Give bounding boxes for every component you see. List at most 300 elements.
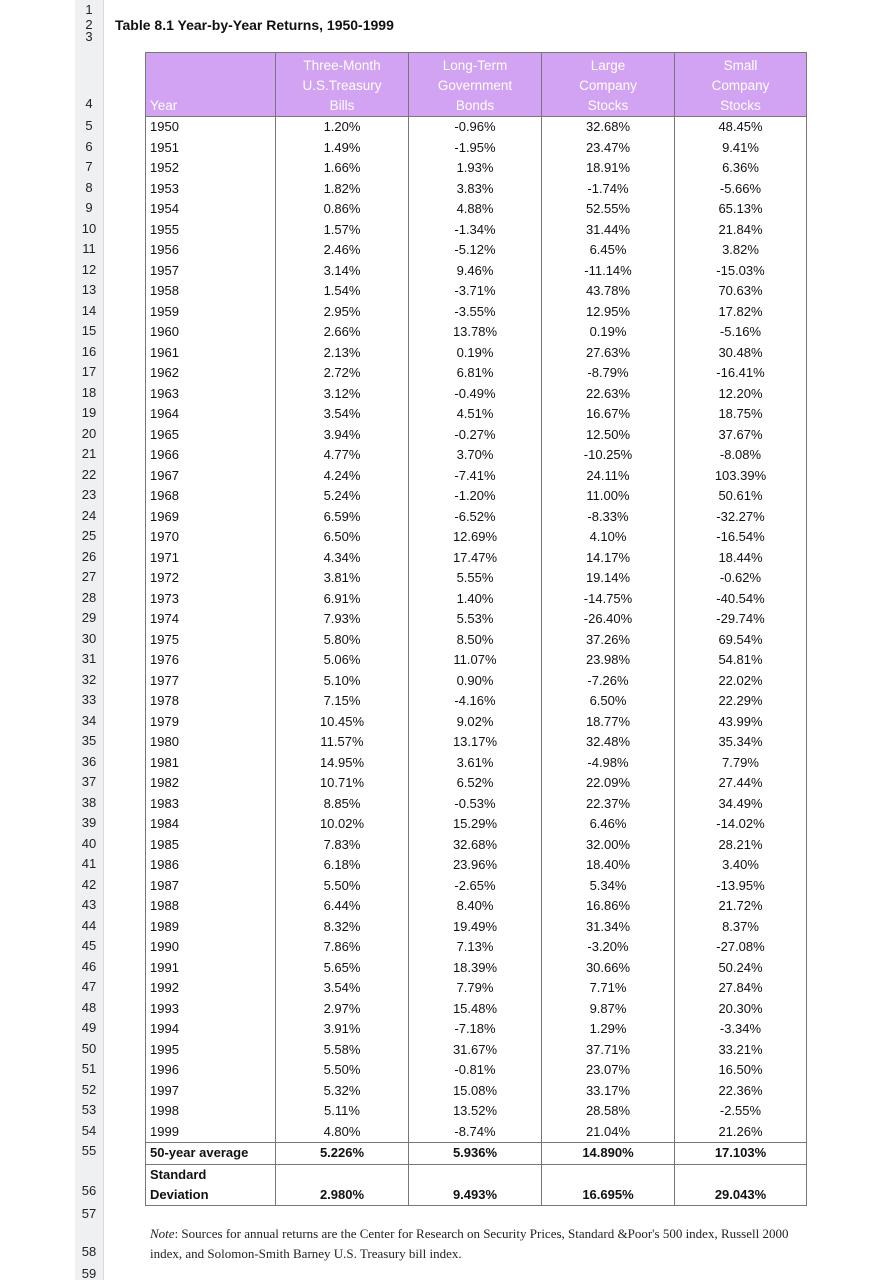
cell-tbills[interactable]: 11.57% [276,732,409,753]
cell-tbills[interactable]: 6.91% [276,589,409,610]
row-number[interactable]: 35 [81,733,97,748]
row-number[interactable]: 29 [81,610,97,625]
row-number[interactable]: 42 [81,876,97,892]
cell-tbills[interactable]: 0.86% [276,199,409,220]
row-number[interactable]: 4 [85,96,93,111]
cell-bonds[interactable]: 6.52% [409,773,542,794]
cell-large[interactable]: 6.50% [542,691,675,712]
cell-large[interactable]: 32.48% [542,732,675,753]
cell-bonds[interactable]: -7.41% [409,466,542,487]
cell-tbills[interactable]: 5.65% [276,958,409,979]
average-tbills[interactable]: 5.226% [276,1143,409,1165]
cell-tbills[interactable]: 1.82% [276,179,409,200]
cell-tbills[interactable]: 7.83% [276,835,409,856]
row-number[interactable]: 11 [82,241,96,256]
cell-small[interactable]: 21.26% [675,1122,807,1143]
cell-year[interactable]: 1991 [146,958,276,979]
row-number[interactable]: 12 [81,261,97,277]
cell-large[interactable]: 31.44% [542,220,675,241]
cell-bonds[interactable]: -3.55% [409,302,542,323]
cell-tbills[interactable]: 2.13% [276,343,409,364]
cell-tbills[interactable]: 3.94% [276,425,409,446]
cell-large[interactable]: -7.26% [542,671,675,692]
cell-bonds[interactable]: 4.51% [409,404,542,425]
cell-small[interactable]: 70.63% [675,281,807,302]
cell-bonds[interactable]: -1.20% [409,486,542,507]
cell-large[interactable]: 52.55% [542,199,675,220]
cell-bonds[interactable]: 15.48% [409,999,542,1020]
cell-year[interactable]: 1952 [146,158,276,179]
average-label[interactable]: 50-year average [146,1143,276,1165]
cell-small[interactable]: 3.40% [675,855,807,876]
cell-large[interactable]: 32.68% [542,117,675,138]
cell-bonds[interactable]: 32.68% [409,835,542,856]
cell-bonds[interactable]: 5.53% [409,609,542,630]
cell-large[interactable]: 7.71% [542,978,675,999]
cell-small[interactable]: 18.75% [675,404,807,425]
cell-tbills[interactable]: 7.86% [276,937,409,958]
row-number[interactable]: 43 [81,897,97,912]
cell-year[interactable]: 1989 [146,917,276,938]
cell-tbills[interactable]: 4.77% [276,445,409,466]
row-number[interactable]: 31 [81,651,97,666]
cell-tbills[interactable]: 10.45% [276,712,409,733]
cell-large[interactable]: 23.98% [542,650,675,671]
cell-bonds[interactable]: 0.19% [409,343,542,364]
cell-large[interactable]: 31.34% [542,917,675,938]
cell-large[interactable]: 32.00% [542,835,675,856]
cell-small[interactable]: 18.44% [675,548,807,569]
cell-tbills[interactable]: 4.24% [276,466,409,487]
cell-small[interactable]: 6.36% [675,158,807,179]
row-number[interactable]: 59 [81,1266,97,1281]
cell-small[interactable]: -0.62% [675,568,807,589]
cell-large[interactable]: 6.45% [542,240,675,261]
cell-bonds[interactable]: 13.78% [409,322,542,343]
cell-small[interactable]: 9.41% [675,138,807,159]
cell-large[interactable]: 22.37% [542,794,675,815]
cell-tbills[interactable]: 5.10% [276,671,409,692]
cell-bonds[interactable]: 11.07% [409,650,542,671]
cell-tbills[interactable]: 5.50% [276,876,409,897]
cell-year[interactable]: 1966 [146,445,276,466]
row-number[interactable]: 17 [81,364,97,379]
cell-bonds[interactable]: 1.40% [409,589,542,610]
cell-tbills[interactable]: 6.18% [276,855,409,876]
cell-small[interactable]: -29.74% [675,609,807,630]
cell-year[interactable]: 1984 [146,814,276,835]
cell-year[interactable]: 1972 [146,568,276,589]
cell-small[interactable]: 50.24% [675,958,807,979]
cell-large[interactable]: 22.63% [542,384,675,405]
cell-bonds[interactable]: 13.17% [409,732,542,753]
cell-bonds[interactable]: 3.61% [409,753,542,774]
cell-large[interactable]: 37.26% [542,630,675,651]
row-number[interactable]: 44 [81,917,97,933]
cell-year[interactable]: 1986 [146,855,276,876]
cell-small[interactable]: -5.16% [675,322,807,343]
cell-year[interactable]: 1964 [146,404,276,425]
row-number[interactable]: 32 [81,671,97,687]
cell-year[interactable]: 1976 [146,650,276,671]
cell-tbills[interactable]: 3.12% [276,384,409,405]
stdev-large[interactable]: 16.695% [542,1164,675,1205]
cell-year[interactable]: 1981 [146,753,276,774]
row-number[interactable]: 51 [81,1061,97,1076]
cell-small[interactable]: -2.55% [675,1101,807,1122]
row-number[interactable]: 20 [81,425,97,441]
cell-large[interactable]: 9.87% [542,999,675,1020]
cell-year[interactable]: 1965 [146,425,276,446]
cell-bonds[interactable]: 19.49% [409,917,542,938]
cell-small[interactable]: -16.54% [675,527,807,548]
cell-small[interactable]: 34.49% [675,794,807,815]
cell-bonds[interactable]: -0.81% [409,1060,542,1081]
cell-large[interactable]: 43.78% [542,281,675,302]
cell-bonds[interactable]: 6.81% [409,363,542,384]
row-number[interactable]: 24 [81,507,97,523]
cell-large[interactable]: 1.29% [542,1019,675,1040]
cell-bonds[interactable]: 3.70% [409,445,542,466]
cell-large[interactable]: 18.91% [542,158,675,179]
cell-year[interactable]: 1979 [146,712,276,733]
cell-bonds[interactable]: -2.65% [409,876,542,897]
row-number[interactable]: 10 [81,220,97,236]
row-number[interactable]: 5 [85,118,93,133]
row-number[interactable]: 58 [81,1244,97,1259]
cell-year[interactable]: 1971 [146,548,276,569]
row-number[interactable]: 48 [81,999,97,1015]
row-number[interactable]: 1 [85,2,93,17]
cell-small[interactable]: -27.08% [675,937,807,958]
row-number[interactable]: 28 [81,589,97,605]
cell-large[interactable]: 23.07% [542,1060,675,1081]
cell-small[interactable]: 50.61% [675,486,807,507]
row-number[interactable]: 45 [81,938,97,953]
row-number[interactable]: 55 [81,1143,97,1158]
cell-large[interactable]: 22.09% [542,773,675,794]
cell-year[interactable]: 1993 [146,999,276,1020]
cell-small[interactable]: 16.50% [675,1060,807,1081]
cell-tbills[interactable]: 3.54% [276,404,409,425]
cell-year[interactable]: 1978 [146,691,276,712]
cell-large[interactable]: 16.67% [542,404,675,425]
cell-year[interactable]: 1967 [146,466,276,487]
cell-bonds[interactable]: -1.95% [409,138,542,159]
cell-small[interactable]: 22.36% [675,1081,807,1102]
cell-bonds[interactable]: 0.90% [409,671,542,692]
row-number[interactable]: 57 [81,1206,97,1221]
cell-small[interactable]: 3.82% [675,240,807,261]
cell-tbills[interactable]: 4.34% [276,548,409,569]
cell-bonds[interactable]: -7.18% [409,1019,542,1040]
cell-tbills[interactable]: 1.49% [276,138,409,159]
cell-small[interactable]: 22.29% [675,691,807,712]
cell-small[interactable]: -16.41% [675,363,807,384]
cell-tbills[interactable]: 1.20% [276,117,409,138]
cell-large[interactable]: 24.11% [542,466,675,487]
cell-year[interactable]: 1980 [146,732,276,753]
cell-small[interactable]: -8.08% [675,445,807,466]
cell-large[interactable]: 19.14% [542,568,675,589]
cell-tbills[interactable]: 3.54% [276,978,409,999]
cell-tbills[interactable]: 2.66% [276,322,409,343]
row-number[interactable]: 9 [85,200,93,215]
cell-year[interactable]: 1970 [146,527,276,548]
row-number[interactable]: 37 [81,774,97,789]
cell-bonds[interactable]: -0.49% [409,384,542,405]
row-number[interactable]: 27 [81,569,97,584]
cell-large[interactable]: 27.63% [542,343,675,364]
cell-small[interactable]: 22.02% [675,671,807,692]
row-number[interactable]: 52 [81,1081,97,1097]
cell-large[interactable]: -1.74% [542,179,675,200]
cell-bonds[interactable]: -6.52% [409,507,542,528]
row-number[interactable]: 39 [81,815,97,830]
row-number[interactable]: 15 [81,323,97,338]
cell-year[interactable]: 1988 [146,896,276,917]
cell-large[interactable]: -8.33% [542,507,675,528]
cell-large[interactable]: 6.46% [542,814,675,835]
cell-year[interactable]: 1957 [146,261,276,282]
row-number[interactable]: 18 [81,384,97,400]
cell-bonds[interactable]: -0.53% [409,794,542,815]
cell-year[interactable]: 1983 [146,794,276,815]
row-number[interactable]: 22 [81,466,97,482]
cell-bonds[interactable]: 9.02% [409,712,542,733]
cell-bonds[interactable]: 8.50% [409,630,542,651]
header-large-stocks[interactable]: Large Company Stocks [542,53,675,117]
row-number[interactable]: 8 [85,179,93,195]
row-number[interactable]: 19 [81,405,97,420]
stdev-tbills[interactable]: 2.980% [276,1164,409,1205]
cell-small[interactable]: 43.99% [675,712,807,733]
row-number[interactable]: 38 [81,794,97,810]
row-number[interactable]: 23 [81,487,97,502]
cell-year[interactable]: 1951 [146,138,276,159]
cell-tbills[interactable]: 7.15% [276,691,409,712]
cell-small[interactable]: 7.79% [675,753,807,774]
cell-bonds[interactable]: 4.88% [409,199,542,220]
cell-large[interactable]: 18.40% [542,855,675,876]
cell-tbills[interactable]: 8.85% [276,794,409,815]
row-number[interactable]: 30 [81,630,97,646]
cell-year[interactable]: 1990 [146,937,276,958]
cell-large[interactable]: 12.95% [542,302,675,323]
cell-year[interactable]: 1961 [146,343,276,364]
average-small[interactable]: 17.103% [675,1143,807,1165]
cell-bonds[interactable]: 23.96% [409,855,542,876]
cell-bonds[interactable]: 18.39% [409,958,542,979]
cell-tbills[interactable]: 1.66% [276,158,409,179]
cell-bonds[interactable]: 5.55% [409,568,542,589]
header-bonds[interactable]: Long-Term Government Bonds [409,53,542,117]
cell-bonds[interactable]: 7.79% [409,978,542,999]
cell-small[interactable]: 103.39% [675,466,807,487]
cell-tbills[interactable]: 4.80% [276,1122,409,1143]
cell-tbills[interactable]: 3.91% [276,1019,409,1040]
cell-tbills[interactable]: 5.58% [276,1040,409,1061]
cell-year[interactable]: 1992 [146,978,276,999]
cell-bonds[interactable]: 1.93% [409,158,542,179]
row-number[interactable]: 36 [81,753,97,769]
row-number[interactable]: 26 [81,548,97,564]
cell-small[interactable]: 37.67% [675,425,807,446]
cell-large[interactable]: 12.50% [542,425,675,446]
cell-large[interactable]: 11.00% [542,486,675,507]
cell-year[interactable]: 1955 [146,220,276,241]
cell-large[interactable]: -11.14% [542,261,675,282]
cell-year[interactable]: 1994 [146,1019,276,1040]
row-number[interactable]: 54 [81,1122,97,1138]
row-number[interactable]: 6 [85,138,93,154]
cell-year[interactable]: 1956 [146,240,276,261]
row-number[interactable]: 50 [81,1040,97,1056]
row-number[interactable]: 41 [81,856,97,871]
cell-tbills[interactable]: 5.11% [276,1101,409,1122]
cell-small[interactable]: 27.84% [675,978,807,999]
cell-bonds[interactable]: 7.13% [409,937,542,958]
cell-small[interactable]: 65.13% [675,199,807,220]
cell-small[interactable]: 8.37% [675,917,807,938]
cell-small[interactable]: 48.45% [675,117,807,138]
cell-year[interactable]: 1975 [146,630,276,651]
cell-small[interactable]: -32.27% [675,507,807,528]
cell-bonds[interactable]: 12.69% [409,527,542,548]
row-number[interactable]: 21 [81,446,97,461]
cell-year[interactable]: 1969 [146,507,276,528]
cell-year[interactable]: 1968 [146,486,276,507]
cell-bonds[interactable]: -5.12% [409,240,542,261]
cell-bonds[interactable]: 15.08% [409,1081,542,1102]
cell-tbills[interactable]: 2.46% [276,240,409,261]
cell-large[interactable]: -4.98% [542,753,675,774]
header-year[interactable]: Year [146,53,276,117]
cell-bonds[interactable]: 8.40% [409,896,542,917]
cell-large[interactable]: 30.66% [542,958,675,979]
cell-year[interactable]: 1950 [146,117,276,138]
row-number[interactable]: 3 [85,29,93,44]
cell-small[interactable]: -15.03% [675,261,807,282]
header-small-stocks[interactable]: Small Company Stocks [675,53,807,117]
cell-large[interactable]: 5.34% [542,876,675,897]
stdev-label[interactable]: Standard Deviation [146,1164,276,1205]
cell-year[interactable]: 1963 [146,384,276,405]
cell-tbills[interactable]: 2.95% [276,302,409,323]
cell-small[interactable]: 12.20% [675,384,807,405]
cell-small[interactable]: 69.54% [675,630,807,651]
average-bonds[interactable]: 5.936% [409,1143,542,1165]
cell-tbills[interactable]: 3.14% [276,261,409,282]
row-number[interactable]: 25 [81,528,97,543]
cell-small[interactable]: 21.84% [675,220,807,241]
cell-large[interactable]: 33.17% [542,1081,675,1102]
cell-large[interactable]: -26.40% [542,609,675,630]
cell-tbills[interactable]: 5.80% [276,630,409,651]
row-number[interactable]: 34 [81,712,97,728]
row-number[interactable]: 7 [85,159,93,174]
cell-large[interactable]: 16.86% [542,896,675,917]
cell-large[interactable]: 14.17% [542,548,675,569]
cell-tbills[interactable]: 10.71% [276,773,409,794]
cell-bonds[interactable]: -0.27% [409,425,542,446]
cell-small[interactable]: 27.44% [675,773,807,794]
cell-year[interactable]: 1959 [146,302,276,323]
cell-year[interactable]: 1987 [146,876,276,897]
cell-tbills[interactable]: 5.24% [276,486,409,507]
cell-year[interactable]: 1973 [146,589,276,610]
cell-bonds[interactable]: -0.96% [409,117,542,138]
cell-large[interactable]: 18.77% [542,712,675,733]
cell-year[interactable]: 1960 [146,322,276,343]
cell-small[interactable]: -14.02% [675,814,807,835]
cell-tbills[interactable]: 2.97% [276,999,409,1020]
cell-bonds[interactable]: 3.83% [409,179,542,200]
cell-small[interactable]: 30.48% [675,343,807,364]
cell-year[interactable]: 1958 [146,281,276,302]
cell-year[interactable]: 1999 [146,1122,276,1143]
row-number[interactable]: 46 [81,958,97,974]
row-number[interactable]: 33 [81,692,97,707]
cell-large[interactable]: 4.10% [542,527,675,548]
cell-tbills[interactable]: 5.06% [276,650,409,671]
row-number[interactable]: 2 [85,17,93,32]
cell-tbills[interactable]: 14.95% [276,753,409,774]
row-number[interactable]: 53 [81,1102,97,1117]
cell-bonds[interactable]: 9.46% [409,261,542,282]
stdev-bonds[interactable]: 9.493% [409,1164,542,1205]
cell-year[interactable]: 1997 [146,1081,276,1102]
cell-small[interactable]: 20.30% [675,999,807,1020]
row-number[interactable]: 14 [81,302,97,318]
cell-small[interactable]: 33.21% [675,1040,807,1061]
cell-year[interactable]: 1977 [146,671,276,692]
cell-tbills[interactable]: 6.59% [276,507,409,528]
cell-tbills[interactable]: 5.32% [276,1081,409,1102]
header-tbills[interactable]: Three-Month U.S.Treasury Bills [276,53,409,117]
stdev-small[interactable]: 29.043% [675,1164,807,1205]
cell-bonds[interactable]: -3.71% [409,281,542,302]
cell-large[interactable]: -8.79% [542,363,675,384]
cell-year[interactable]: 1962 [146,363,276,384]
cell-small[interactable]: 21.72% [675,896,807,917]
cell-year[interactable]: 1996 [146,1060,276,1081]
cell-bonds[interactable]: -4.16% [409,691,542,712]
average-large[interactable]: 14.890% [542,1143,675,1165]
row-number[interactable]: 47 [81,979,97,994]
cell-small[interactable]: -13.95% [675,876,807,897]
row-number[interactable]: 13 [81,282,97,297]
cell-bonds[interactable]: 13.52% [409,1101,542,1122]
cell-large[interactable]: -10.25% [542,445,675,466]
cell-tbills[interactable]: 1.57% [276,220,409,241]
cell-small[interactable]: -40.54% [675,589,807,610]
row-number[interactable]: 49 [81,1020,97,1035]
cell-large[interactable]: 28.58% [542,1101,675,1122]
cell-tbills[interactable]: 10.02% [276,814,409,835]
cell-large[interactable]: 21.04% [542,1122,675,1143]
cell-small[interactable]: 35.34% [675,732,807,753]
cell-tbills[interactable]: 7.93% [276,609,409,630]
cell-large[interactable]: 37.71% [542,1040,675,1061]
cell-year[interactable]: 1982 [146,773,276,794]
cell-small[interactable]: -5.66% [675,179,807,200]
cell-year[interactable]: 1974 [146,609,276,630]
cell-small[interactable]: -3.34% [675,1019,807,1040]
cell-tbills[interactable]: 3.81% [276,568,409,589]
cell-year[interactable]: 1995 [146,1040,276,1061]
row-number[interactable]: 56 [81,1183,97,1198]
